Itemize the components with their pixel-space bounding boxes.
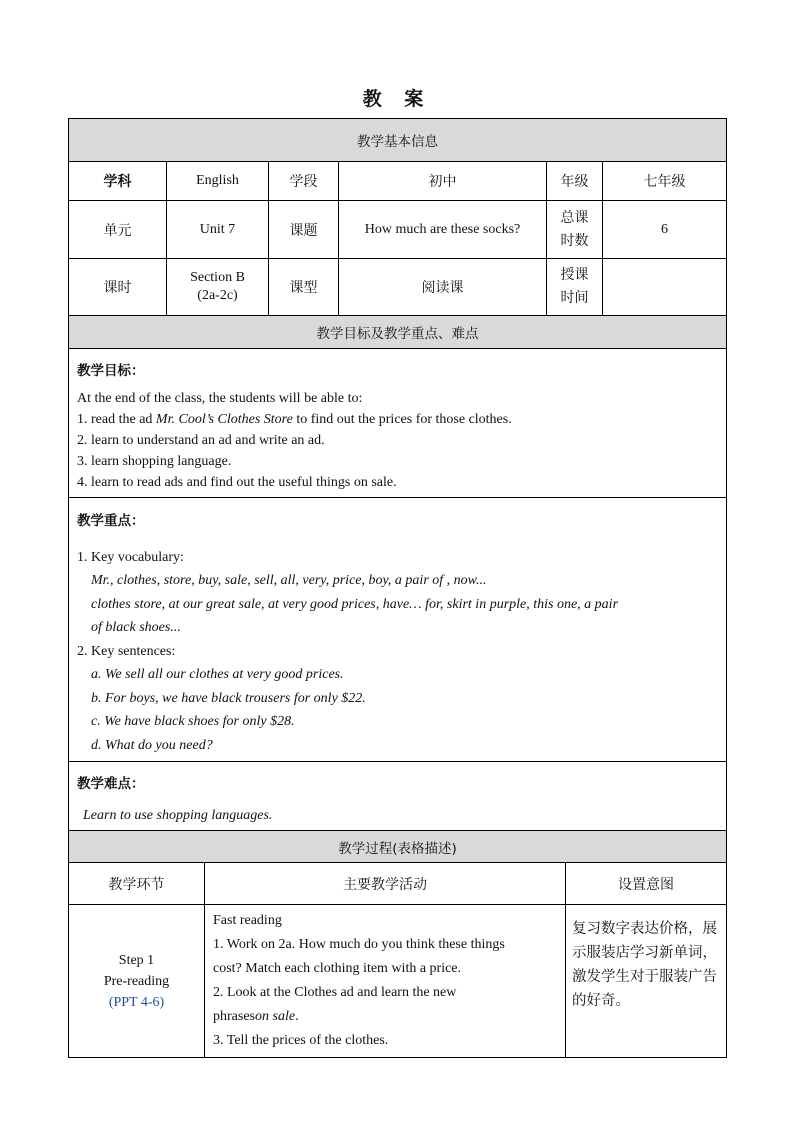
lesson-time-value: [603, 259, 727, 316]
total-hours-label-line2: 时数: [560, 232, 589, 249]
activity-2-post: .: [295, 1009, 299, 1024]
topic-label: 课题: [269, 201, 339, 259]
activity-2-line2: [213, 1005, 557, 1029]
period-label: 课时: [69, 259, 167, 316]
activity-2-line1: 2. Look at the Clothes ad and learn the new: [213, 985, 457, 1000]
topic-value: How much are these socks?: [339, 201, 547, 259]
step-1-name: Step 1: [118, 952, 155, 968]
period-value-line2: (2a-2c): [197, 288, 238, 303]
difficulties-cell: [69, 762, 727, 831]
objective-4: 4. learn to read ads and find out the useful things on sale.: [77, 475, 397, 490]
activity-3: 3. Tell the prices of the clothes.: [213, 1033, 389, 1048]
key-vocab-line2: clothes store, at our great sale, at very good prices, have… for, skirt in purple, this one, a pair: [91, 596, 619, 612]
type-label: 课型: [269, 259, 339, 316]
objective-2: 2. learn to understand an ad and write an ad.: [77, 433, 325, 448]
page-title: 教 案: [362, 88, 432, 110]
grade-value: 七年级: [603, 162, 727, 201]
key-points-title: 教学重点：: [77, 513, 145, 529]
activity-1-line2: cost? Match each clothing item with a price.: [213, 961, 462, 976]
objective-1-pre: 1. read the ad: [77, 412, 156, 427]
key-sentence-a: a. We sell all our clothes at very good prices.: [91, 667, 344, 682]
grade-label: 年级: [547, 162, 603, 201]
total-hours-label-line1: 总课: [560, 209, 589, 226]
objectives-title: 教学目标：: [77, 363, 145, 379]
objective-1: [77, 409, 718, 430]
activity-2-phrase: on sale: [255, 1009, 296, 1024]
subject-label: 学科: [69, 162, 167, 201]
key-vocab-line1: Mr., clothes, store, buy, sale, sell, all, very, price, boy, a pair of , now...: [91, 573, 487, 588]
step-1-cell: [69, 905, 205, 1058]
key-sentence-d: d. What do you need?: [91, 737, 213, 753]
key-vocab-label: 1. Key vocabulary:: [77, 549, 184, 565]
step-1-purpose: 复习数字表达价格，展示服装店学习新单词，激发学生对于服装广告的好奇。: [566, 905, 727, 1058]
lesson-time-label: [547, 259, 603, 316]
key-vocab-line3: of black shoes...: [91, 620, 181, 635]
step-1-activities: [205, 905, 566, 1058]
objective-3: 3. learn shopping language.: [77, 454, 232, 469]
subject-value: English: [167, 162, 269, 201]
key-points-cell: [69, 498, 727, 762]
step-1-stage: Pre-reading: [103, 973, 170, 989]
type-value: 阅读课: [339, 259, 547, 316]
activity-1-line1: 1. Work on 2a. How much do you think these things: [213, 937, 505, 952]
total-hours-label: [547, 201, 603, 259]
process-col-activities: 主要教学活动: [205, 863, 566, 905]
period-value-line1: Section B: [190, 270, 245, 285]
step-1-ppt: (PPT 4-6): [108, 994, 165, 1010]
objectives-intro: At the end of the class, the students will be able to:: [77, 391, 363, 406]
period-value: [167, 259, 269, 316]
unit-value: Unit 7: [167, 201, 269, 259]
key-sentence-b: b. For boys, we have black trousers for only $22.: [91, 690, 366, 706]
objectives-cell: [69, 349, 727, 498]
process-col-stage: 教学环节: [69, 863, 205, 905]
total-hours-value: 6: [603, 201, 727, 259]
difficulties-text: Learn to use shopping languages.: [83, 808, 273, 823]
objectives-header: 教学目标及教学重点、难点: [69, 316, 727, 349]
lesson-time-label-line1: 授课: [560, 267, 589, 283]
process-col-purpose: 设置意图: [566, 863, 727, 905]
process-header: 教学过程(表格描述): [69, 831, 727, 863]
basic-info-header: 教学基本信息: [69, 119, 727, 162]
key-sentences-label: 2. Key sentences:: [77, 643, 176, 659]
difficulties-title: 教学难点：: [77, 776, 145, 792]
lesson-time-label-line2: 时间: [560, 290, 589, 306]
activity-title: Fast reading: [213, 913, 282, 928]
key-sentence-c: c. We have black shoes for only $28.: [91, 714, 295, 729]
stage-value: 初中: [339, 162, 547, 201]
lesson-plan-table: [68, 118, 726, 1058]
activity-2-pre: phrases: [213, 1009, 255, 1024]
objective-1-ad-title: Mr. Cool’s Clothes Store: [155, 412, 293, 427]
objective-1-post: to find out the prices for those clothes.: [292, 412, 512, 427]
stage-label: 学段: [269, 162, 339, 201]
unit-label: 单元: [69, 201, 167, 259]
